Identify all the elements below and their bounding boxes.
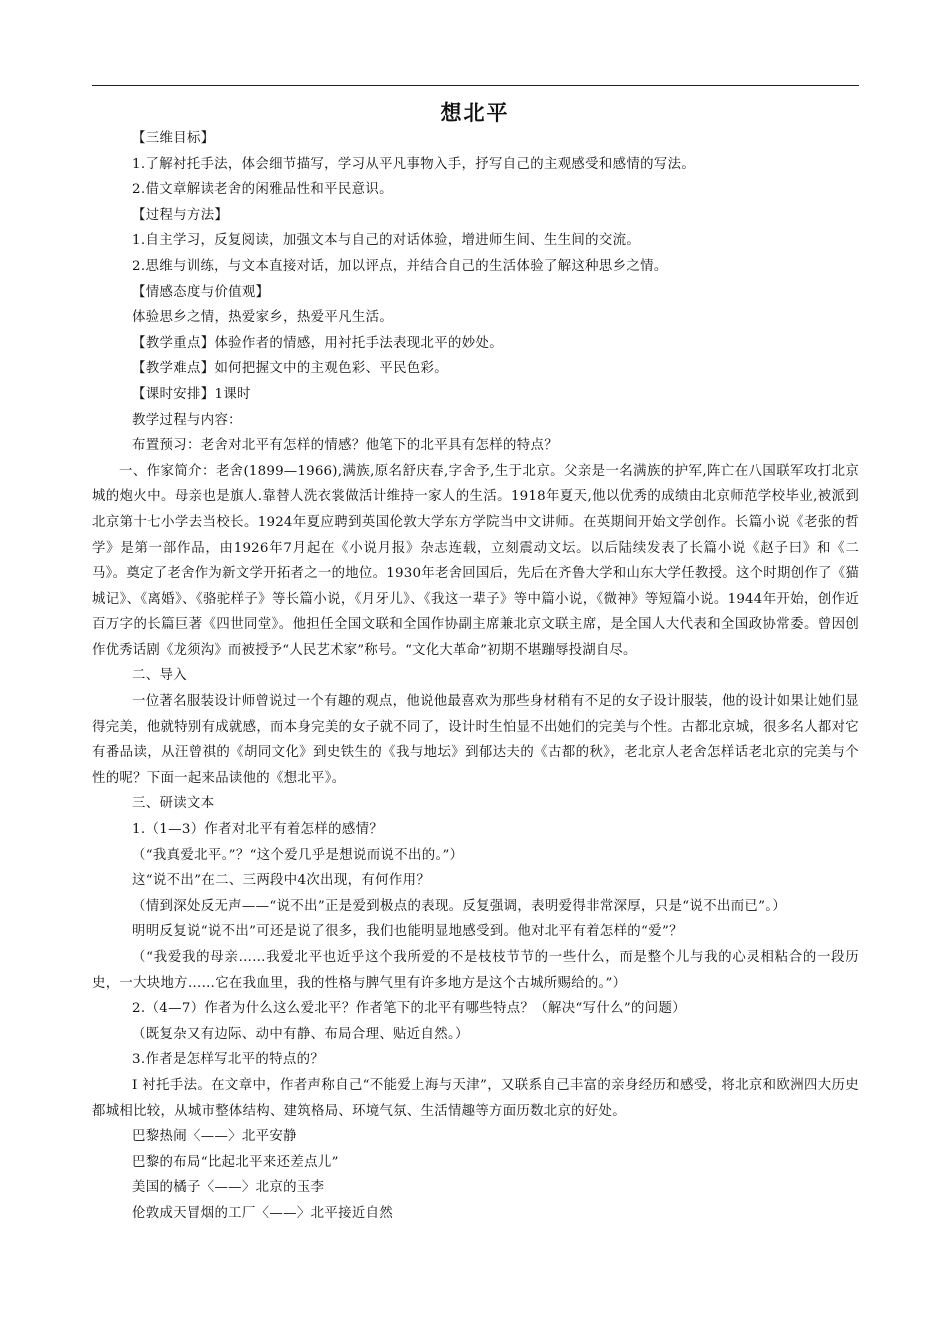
- text-line: 【教学重点】体验作者的情感，用衬托手法表现北平的妙处。: [132, 335, 503, 351]
- text-line: 2.思维与训练，与文本直接对话，加以评点，并结合自己的生活体验了解这种思乡之情。: [132, 258, 668, 274]
- text-line: 1.自主学习，反复阅读，加强文本与自己的对话体验，增进师生间、生生间的交流。: [132, 233, 641, 249]
- section-heading: 三、研读文本: [132, 796, 215, 812]
- text-line: （既复杂又有边际、动中有静、布局合理、贴近自然。）: [132, 1026, 469, 1042]
- document-body: [92, 126, 859, 1227]
- contrast-paragraph: Ⅰ 衬托手法。在文章中，作者声称自己“不能爱上海与天津”，又联系自己丰富的亲身经历和感受，将北京和欧洲四大历史都城相比较，从城市整体结构、建筑格局、环境气氛、生活情趣等方面历数北京的好处。: [92, 1077, 859, 1119]
- text-line: 巴黎的布局“比起北平来还差点儿”: [132, 1154, 339, 1170]
- text-line: （情到深处反无声——“说不出”正是爱到极点的表现。反复强调，表明爱得非常深厚，只是“说不出而已”。）: [132, 898, 787, 914]
- header-rule: [92, 85, 859, 86]
- text-line: 1.了解衬托手法，体会细节描写，学习从平凡事物入手，抒写自己的主观感受和感情的写法。: [132, 156, 696, 172]
- text-line: （“我真爱北平。”？“这个爱几乎是想说而说不出的。”）: [132, 847, 464, 863]
- intro-paragraph: 一位著名服装设计师曾说过一个有趣的观点，他说他最喜欢为那些身材稍有不足的女子设计服装，他的设计如果让她们显得完美，他就特别有成就感，而本身完美的女子就不同了，设计时生怕显不出她们的完美与个性。古都北京城，很多名人都对它有番品读，从汪曾祺的《胡同文化》到史铁生的《我与地坛》到郁达夫的《古都的秋》，老北京人老舍怎样话老北京的完美与个性的呢？下面一起来品读他的《想北平》。: [92, 694, 859, 786]
- text-line: 伦敦成天冒烟的工厂〈——〉北平接近自然: [132, 1205, 394, 1221]
- text-line: 3.作者是怎样写北平的特点的？: [132, 1052, 325, 1068]
- text-line: 美国的橘子〈——〉北京的玉李: [132, 1180, 325, 1196]
- text-line: 这“说不出”在二、三两段中4次出现，有何作用？: [132, 873, 431, 889]
- text-line: 2.（4—7）作者为什么这么爱北平？作者笔下的北平有哪些特点？（解决“写什么”的问题）: [132, 1001, 687, 1017]
- section-heading: 【过程与方法】: [132, 207, 229, 223]
- text-line: 1.（1—3）作者对北平有着怎样的感情？: [132, 822, 384, 838]
- text-line: 2.借文章解读老舍的闲雅品性和平民意识。: [132, 182, 393, 198]
- text-line: 体验思乡之情，热爱家乡，热爱平凡生活。: [132, 310, 394, 326]
- text-line: 巴黎热闹〈——〉北平安静: [132, 1129, 297, 1145]
- text-line: 布置预习：老舍对北平有怎样的情感？他笔下的北平具有怎样的特点？: [132, 438, 558, 454]
- text-line: 明明反复说“说不出”可还是说了很多，我们也能明显地感受到。他对北平有着怎样的“爱”？: [132, 924, 683, 940]
- document-title: 想北平: [440, 101, 510, 125]
- love-quote-paragraph: （“我爱我的母亲……我爱北平也近乎这个我所爱的不是枝枝节节的一些什么，而是整个儿与我的心灵相粘合的一段历史，一大块地方……它在我血里，我的性格与脾气里有许多地方是这个古城所赐给的。”）: [92, 950, 859, 991]
- text-line: 教学过程与内容：: [132, 412, 242, 428]
- text-line: 【课时安排】1课时: [132, 386, 251, 402]
- section-heading: 二、导入: [132, 668, 187, 684]
- section-heading: 【三维目标】: [132, 131, 215, 146]
- author-intro-paragraph: 一、作家简介：老舍(1899—1966),满族,原名舒庆春,字舍予,生于北京。父亲是一名满族的护军,阵亡在八国联军攻打北京城的炮火中。母亲也是旗人.靠替人洗衣裳做活计维持一家人的生活。1918年夏天,他以优秀的成绩由北京师范学校毕业,被派到北京第十七小学去当校长。1924年夏应聘到英国伦敦大学东方学院当中文讲师。在英期间开始文学创作。长篇小说《老张的哲学》是第一部作品，由1926年7月起在《小说月报》杂志连载，立刻震动文坛。以后陆续发表了长篇小说《赵子曰》和《二马》。奠定了老舍作为新文学开拓者之一的地位。1930年老舍回国后，先后在齐鲁大学和山东大学任教授。这个时期创作了《猫城记》、《离婚》、《骆驼样子》等长篇小说，《月牙儿》、《我这一辈子》等中篇小说，《微神》等短篇小说。1944年开始，创作近百万字的长篇巨著《四世同堂》。他担任全国文联和全国作协副主席兼北京文联主席，是全国人大代表和全国政协常委。曾因创作优秀话剧《龙须沟》而被授予“人民艺术家”称号。“文化大革命”初期不堪蹦辱投湖自尽。: [92, 463, 859, 658]
- text-line: 【教学难点】如何把握文中的主观色彩、平民色彩。: [132, 361, 449, 377]
- section-heading: 【情感态度与价值观】: [132, 284, 270, 300]
